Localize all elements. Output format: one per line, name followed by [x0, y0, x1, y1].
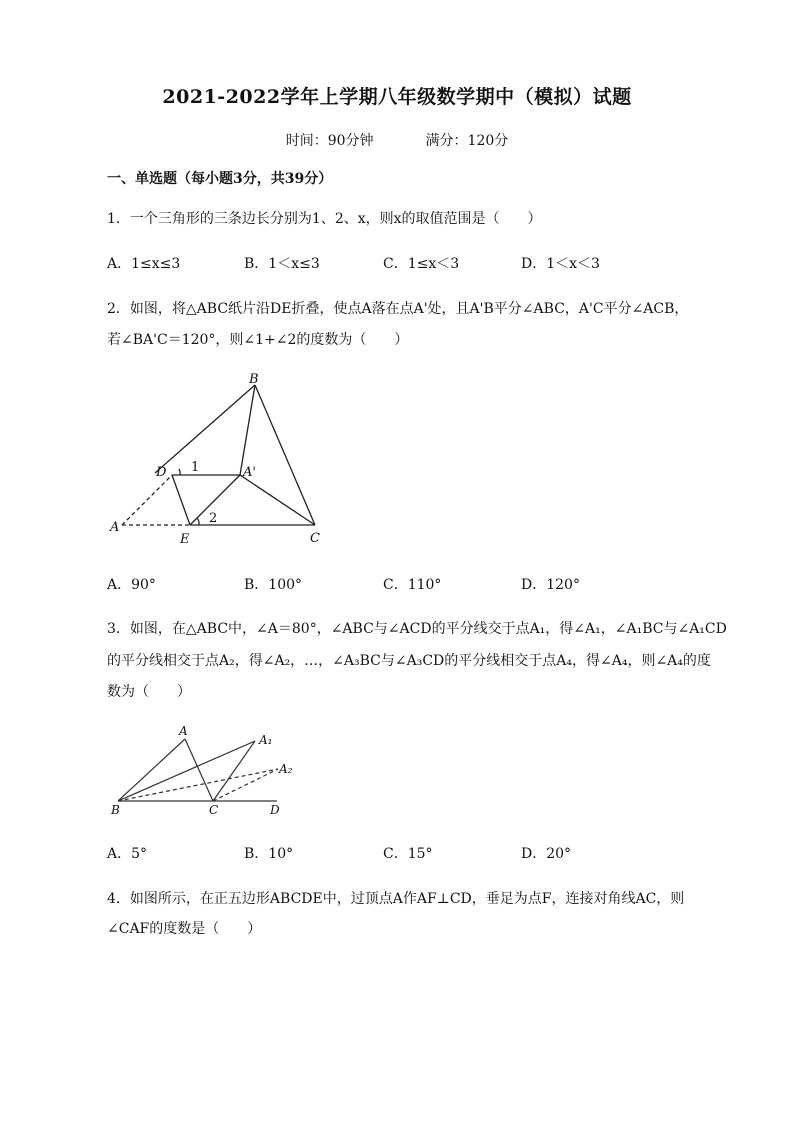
- question-4-text-line-2: ∠CAF的度数是（ ）: [107, 921, 262, 937]
- full-score: 满分：120分: [425, 133, 509, 149]
- option-c[interactable]: C．1≤x＜3: [383, 256, 460, 272]
- label-c: C: [310, 531, 320, 546]
- question-3-text-line-3: 数为（ ）: [107, 684, 191, 700]
- question-4-text-line-1: 4．如图所示，在正五边形ABCDE中，过顶点A作AF⊥CD，垂足为点F，连接对角线AC，则: [107, 891, 685, 907]
- label-c: C: [209, 803, 219, 817]
- option-a[interactable]: A．1≤x≤3: [107, 256, 181, 272]
- edge-db: [155, 385, 255, 473]
- label-a-prime: A': [243, 465, 256, 480]
- question-3-figure: [105, 720, 305, 820]
- option-d[interactable]: D．20°: [521, 846, 572, 862]
- exam-title: 2021-2022学年上学期八年级数学期中（模拟）试题: [162, 86, 632, 108]
- label-angle-1: 1: [191, 460, 200, 475]
- label-angle-2: 2: [209, 511, 218, 526]
- label-b: B: [111, 803, 120, 817]
- question-3-text-line-2: 的平分线相交于点A₂，得∠A₂，…，∠A₃BC与∠A₃CD的平分线相交于点A₄，得∠A₄，则∠A₄的度: [107, 653, 711, 669]
- dashed-ad: [122, 475, 172, 525]
- edge-ba: [118, 739, 185, 801]
- edge-bc: [255, 385, 315, 525]
- section-heading: 一、单选题（每小题3分，共39分）: [107, 171, 333, 187]
- edge-a-prime-b: [240, 385, 255, 475]
- angle-2-arc: [197, 518, 199, 525]
- question-2-text-line-2: 若∠BA'C＝120°，则∠1+∠2的度数为（ ）: [107, 332, 409, 348]
- option-d[interactable]: D．1＜x＜3: [521, 256, 600, 272]
- option-b[interactable]: B．1＜x≤3: [244, 256, 320, 272]
- label-d: D: [270, 803, 280, 817]
- label-d: D: [156, 465, 167, 480]
- option-a[interactable]: A．5°: [107, 846, 148, 862]
- option-c[interactable]: C．110°: [383, 577, 442, 593]
- label-a: A: [110, 520, 120, 535]
- question-3-text-line-1: 3．如图，在△ABC中，∠A＝80°，∠ABC与∠ACD的平分线交于点A₁，得∠A₁，∠A₁BC与∠A₁CD: [107, 621, 727, 637]
- question-1-text: 1．一个三角形的三条边长分别为1、2、x，则x的取值范围是（ ）: [107, 211, 542, 227]
- label-a2: A₂: [279, 762, 293, 776]
- question-2-text-line-1: 2．如图，将△ABC纸片沿DE折叠，使点A落在点A'处，且A'B平分∠ABC，A'C平分∠ACB，: [107, 301, 689, 317]
- bisector-ca2: [213, 769, 278, 801]
- option-c[interactable]: C．15°: [383, 846, 433, 862]
- fold-line-de: [172, 475, 190, 525]
- label-a: A: [179, 724, 188, 738]
- bisector-ba2: [118, 769, 278, 801]
- option-b[interactable]: B．10°: [244, 846, 294, 862]
- option-b[interactable]: B．100°: [244, 577, 303, 593]
- label-a1: A₁: [259, 733, 273, 747]
- option-a[interactable]: A．90°: [107, 577, 156, 593]
- label-e: E: [180, 532, 190, 547]
- exam-meta: [0, 130, 794, 150]
- angle-1-arc: [179, 469, 180, 475]
- time-limit: 时间：90分钟: [285, 133, 374, 149]
- option-d[interactable]: D．120°: [521, 577, 580, 593]
- label-b: B: [249, 372, 259, 387]
- question-2-figure: [100, 365, 340, 550]
